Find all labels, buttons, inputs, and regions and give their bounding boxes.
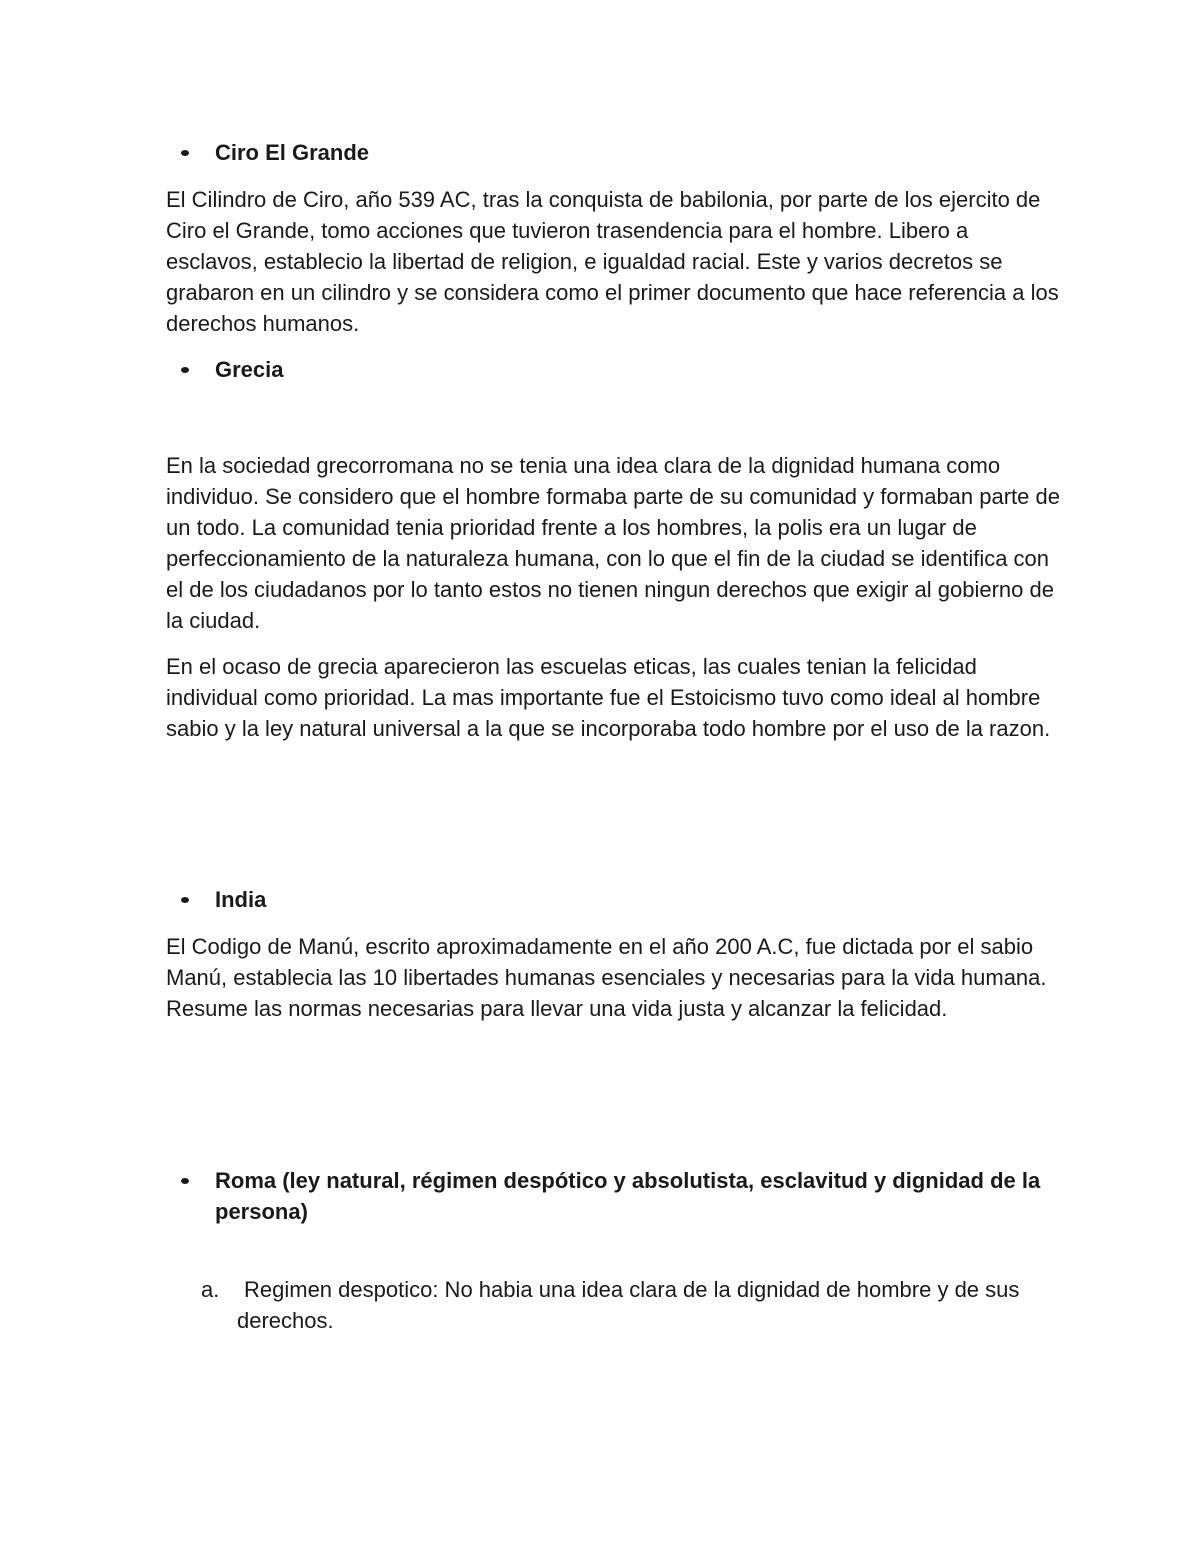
section-heading-roma: Roma (ley natural, régimen despótico y absolutista, esclavitud y dignidad de la persona) (215, 1168, 1041, 1224)
bullet-icon (181, 150, 189, 156)
list-item-regimen-despotico: Regimen despotico: No habia una idea clara de la dignidad de hombre y de sus derechos. (237, 1277, 1020, 1333)
section-heading-grecia: Grecia (215, 357, 284, 382)
paragraph-grecia-1: En la sociedad grecorromana no se tenia una idea clara de la dignidad humana como individuo. Se considero que el hombre formaba parte de su comunidad y formaban parte de un todo. La comunidad tenia prioridad frente a los hombres, la polis era un lugar de perfeccionamiento de la naturaleza humana, con lo que el fin de la ciudad se identifica con el de los ciudadanos por lo tanto estos no tienen ningun derechos que exigir al gobierno de la ciudad. (166, 453, 1060, 633)
section-heading-india: India (215, 887, 267, 912)
list-marker: a. (201, 1277, 220, 1302)
bullet-icon (181, 1178, 189, 1184)
paragraph-ciro: El Cilindro de Ciro, año 539 AC, tras la conquista de babilonia, por parte de los ejercito de Ciro el Grande, tomo acciones que tuvieron trasendencia para el hombre. Libero a esclavos, establecio la libertad de religion, e igualdad racial. Este y varios decretos se grabaron en un cilindro y se considera como el primer documento que hace referencia a los derechos humanos. (166, 187, 1059, 336)
section-heading-ciro: Ciro El Grande (215, 140, 370, 165)
paragraph-grecia-2: En el ocaso de grecia aparecieron las escuelas eticas, las cuales tenian la felicidad individual como prioridad. La mas importante fue el Estoicismo tuvo como ideal al hombre sabio y la ley natural universal a la que se incorporaba todo hombre por el uso de la razon. (166, 654, 1051, 741)
bullet-icon (181, 897, 189, 903)
bullet-icon (181, 367, 189, 373)
paragraph-india: El Codigo de Manú, escrito aproximadamente en el año 200 A.C, fue dictada por el sabio Manú, establecia las 10 libertades humanas esenciales y necesarias para la vida humana. Resume las normas necesarias para llevar una vida justa y alcanzar la felicidad. (166, 934, 1047, 1021)
